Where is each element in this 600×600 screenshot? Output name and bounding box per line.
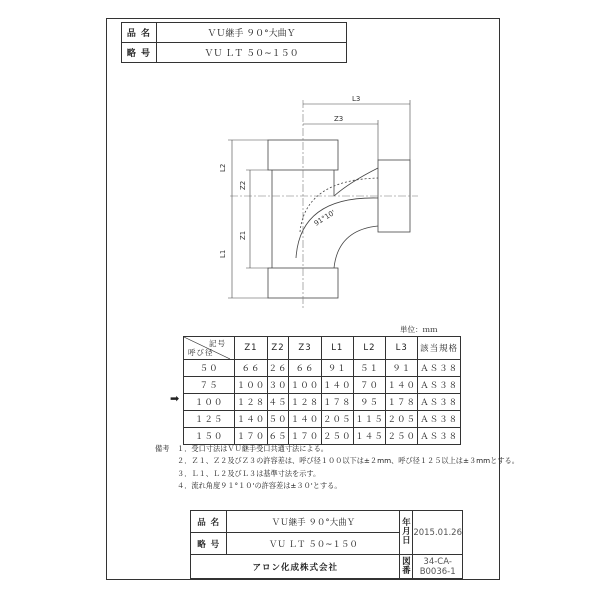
tb-name-value: ＶＵ継手 ９０°大曲Ｙ: [227, 511, 400, 533]
header-table: [121, 22, 347, 63]
cell: ５０: [267, 411, 289, 428]
cell: １４０: [235, 411, 267, 428]
note-text: ３．Ｌ１、Ｌ２及びＬ３は基準寸法を示す。: [177, 468, 321, 478]
spec-row: [184, 428, 461, 445]
cell: ７５: [184, 377, 235, 394]
col-header: L3: [386, 337, 418, 360]
unit-label: 単位：ｍｍ: [400, 325, 438, 334]
note-item: [155, 480, 519, 492]
title-name-row: [191, 511, 463, 533]
dim-l2: L2: [219, 163, 227, 172]
tb-code-value: ＶＵ ＬＴ ５０~１５０: [227, 533, 400, 555]
cell: ６５: [267, 428, 289, 445]
note-text: ４．流れ角度９１°１０'の許容差は±３０'とする。: [177, 481, 342, 491]
col-header: Z2: [267, 337, 289, 360]
notes-title: 備考: [155, 444, 170, 453]
spec-row: [184, 377, 461, 394]
spec-corner-cell: [184, 337, 235, 360]
cell: ５１: [353, 360, 385, 377]
note-text: １．受口寸法はＶＵ継手受口共通寸法による。: [177, 444, 328, 453]
cell: １５０: [184, 428, 235, 445]
tb-date-value: 2015.01.26: [413, 511, 463, 555]
cell: １４５: [353, 428, 385, 445]
dim-z3: Z3: [334, 115, 344, 123]
cell: ４５: [267, 394, 289, 411]
tb-name-label: 品 名: [191, 511, 227, 533]
notes-block: [155, 443, 519, 493]
drawing-sheet: [106, 18, 500, 580]
spec-header-row: [184, 337, 461, 360]
cell: １４０: [321, 377, 353, 394]
name-value: ＶＵ継手 ９０°大曲Ｙ: [157, 23, 347, 43]
cell: ３０: [267, 377, 289, 394]
cell: １２８: [235, 394, 267, 411]
cell: ＡＳ３８: [418, 428, 461, 445]
title-block: [190, 510, 463, 579]
spec-table: [183, 336, 461, 445]
col-header: L1: [321, 337, 353, 360]
dim-z2: Z2: [239, 180, 247, 190]
tb-drawing-label: 図番: [400, 555, 413, 579]
cell: ２０５: [321, 411, 353, 428]
spec-row: [184, 360, 461, 377]
cell: ７０: [353, 377, 385, 394]
cell: ２５０: [321, 428, 353, 445]
spec-row: [184, 394, 461, 411]
tb-code-label: 略 号: [191, 533, 227, 555]
angle-label: 91°10': [312, 208, 337, 228]
cell: ２６: [267, 360, 289, 377]
header-name-row: [122, 23, 347, 43]
cell: １７０: [235, 428, 267, 445]
col-header: 該当規格: [418, 337, 461, 360]
cell: ９５: [353, 394, 385, 411]
spec-row: [184, 411, 461, 428]
col-header: Z1: [235, 337, 267, 360]
cell: １７０: [289, 428, 321, 445]
cell: ６６: [289, 360, 321, 377]
dim-z1: Z1: [239, 230, 247, 240]
code-label: 略 号: [122, 43, 157, 63]
cell: １２８: [289, 394, 321, 411]
cell: ＡＳ３８: [418, 360, 461, 377]
cell: ５０: [184, 360, 235, 377]
cell: １７８: [386, 394, 418, 411]
cell: １４０: [386, 377, 418, 394]
dim-l3: L3: [352, 95, 361, 103]
col-header: L2: [353, 337, 385, 360]
cell: １００: [184, 394, 235, 411]
note-item: [155, 443, 519, 455]
company-name: アロン化成株式会社: [191, 555, 400, 579]
cell: ２０５: [386, 411, 418, 428]
cell: １００: [289, 377, 321, 394]
cell: １１５: [353, 411, 385, 428]
note-item: [155, 468, 519, 480]
corner-top-label: 記号: [209, 339, 226, 348]
highlight-arrow-icon: ➡: [170, 392, 180, 405]
cell: ６６: [235, 360, 267, 377]
cell: ９１: [321, 360, 353, 377]
title-company-row: [191, 555, 463, 579]
cell: １２５: [184, 411, 235, 428]
tb-drawing-value: 34-CA-B0036-1: [413, 555, 463, 579]
name-label: 品 名: [122, 23, 157, 43]
cell: ２５０: [386, 428, 418, 445]
note-item: [155, 455, 519, 467]
header-code-row: [122, 43, 347, 63]
note-text: ２．Ｚ１、Ｚ２及びＺ３の許容差は、呼び径１００以下は±２mm、呼び径１２５以上は±３mmとする。: [177, 456, 519, 466]
cell: ＡＳ３８: [418, 394, 461, 411]
dim-l1: L1: [219, 249, 227, 258]
cell: ＡＳ３８: [418, 411, 461, 428]
col-header: Z3: [289, 337, 321, 360]
corner-bottom-label: 呼び径: [188, 348, 214, 357]
cell: ＡＳ３８: [418, 377, 461, 394]
cell: １４０: [289, 411, 321, 428]
tb-date-label: 年月日: [400, 511, 413, 555]
cell: １００: [235, 377, 267, 394]
cell: １７８: [321, 394, 353, 411]
cell: ９１: [386, 360, 418, 377]
code-value: ＶＵ ＬＴ ５０~１５０: [157, 43, 347, 63]
